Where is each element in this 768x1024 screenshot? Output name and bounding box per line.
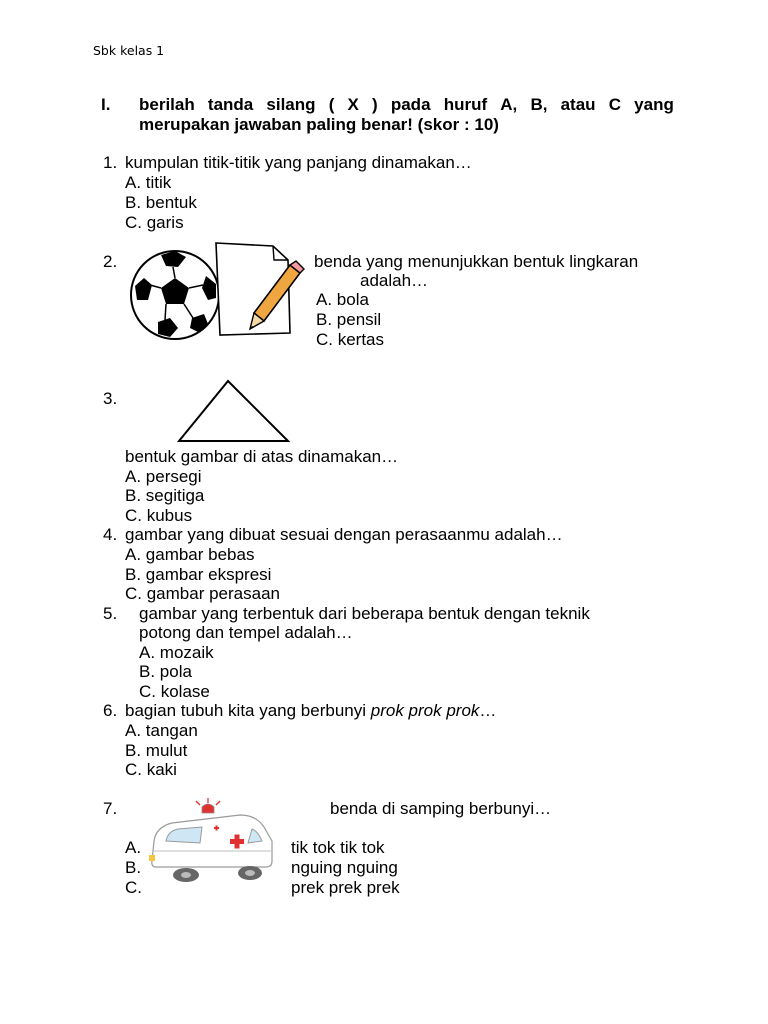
soccer-ball-icon (131, 251, 219, 339)
question-1-number: 1. (103, 153, 118, 172)
question-3-option-c: C. kubus (125, 506, 193, 525)
question-2-option-a: A. bola (316, 290, 369, 309)
section-instruction-word: ) (372, 95, 378, 114)
section-instruction-word: atau (560, 95, 596, 114)
question-4-option-c: C. gambar perasaan (125, 584, 280, 603)
question-5-text-line1: gambar yang terbentuk dari beberapa bentuk dengan teknik (139, 604, 590, 623)
ambulance-icon (144, 797, 276, 887)
question-6-text-italic: prok prok prok (370, 701, 480, 720)
section-instruction-word: pada (390, 95, 431, 114)
question-2-option-b: B. pensil (316, 310, 382, 329)
section-instruction-word: A, (500, 95, 518, 114)
question-1-text: kumpulan titik-titik yang panjang dinamakan… (125, 153, 472, 172)
question-7-text: benda di samping berbunyi… (330, 799, 552, 818)
question-5-number: 5. (103, 604, 118, 623)
question-2-illustration (128, 238, 308, 343)
question-7-option-b-letter: B. (125, 858, 142, 877)
question-6-option-a: A. tangan (125, 721, 198, 740)
question-2-text-line2: adalah… (360, 271, 429, 290)
question-1-option-c: C. garis (125, 213, 184, 232)
section-instruction-word: X (347, 95, 359, 114)
question-6-option-b: B. mulut (125, 741, 188, 760)
question-1-option-b: B. bentuk (125, 193, 197, 212)
section-instruction-word: C (608, 95, 621, 114)
question-3-text: bentuk gambar di atas dinamakan… (125, 447, 399, 466)
question-5-option-b: B. pola (139, 662, 192, 681)
question-7-option-b-text: nguing nguing (291, 858, 398, 877)
siren-icon (196, 798, 220, 813)
section-numeral: I. (101, 95, 111, 114)
section-instruction-word: tanda (207, 95, 254, 114)
question-7-option-a-letter: A. (125, 838, 142, 857)
question-5-option-c: C. kolase (139, 682, 210, 701)
section-instruction-word: silang (266, 95, 316, 114)
question-7-option-c-text: prek prek prek (291, 878, 400, 897)
question-7-option-a-text: tik tok tik tok (291, 838, 385, 857)
section-instruction-word: yang (634, 95, 674, 114)
question-6-text-ellipsis: … (479, 701, 497, 720)
question-5-option-a: A. mozaik (139, 643, 214, 662)
section-instruction-line1 (139, 95, 674, 115)
question-3-number: 3. (103, 389, 118, 408)
question-5-text-line2: potong dan tempel adalah… (139, 623, 353, 642)
question-4-option-b: B. gambar ekspresi (125, 565, 272, 584)
question-6-number: 6. (103, 701, 118, 720)
question-4-option-a: A. gambar bebas (125, 545, 255, 564)
question-3-option-a: A. persegi (125, 467, 202, 486)
section-instruction-word: ( (328, 95, 335, 114)
question-6-option-c: C. kaki (125, 760, 177, 779)
question-2-option-c: C. kertas (316, 330, 385, 349)
section-instruction-word: huruf (443, 95, 488, 114)
question-6-text-plain: bagian tubuh kita yang berbunyi (125, 701, 371, 720)
question-2-number: 2. (103, 252, 118, 271)
document-header: Sbk kelas 1 (93, 43, 165, 58)
question-7-option-c-letter: C. (125, 878, 142, 897)
triangle-icon (176, 378, 292, 444)
section-instruction-word: B, (530, 95, 548, 114)
question-4-number: 4. (103, 525, 118, 544)
wheel-icon (173, 868, 199, 882)
wheel-icon (238, 866, 262, 880)
question-2-text-line1: benda yang menunjukkan bentuk lingkaran (314, 252, 639, 271)
question-6-text (125, 701, 496, 721)
question-3-option-b: B. segitiga (125, 486, 205, 505)
question-7-number: 7. (103, 799, 118, 818)
section-instruction-word: berilah (139, 95, 195, 114)
question-4-text: gambar yang dibuat sesuai dengan perasaanmu adalah… (125, 525, 563, 544)
question-1-option-a: A. titik (125, 173, 172, 192)
section-instruction-line2: merupakan jawaban paling benar! (skor : 10) (139, 115, 499, 134)
